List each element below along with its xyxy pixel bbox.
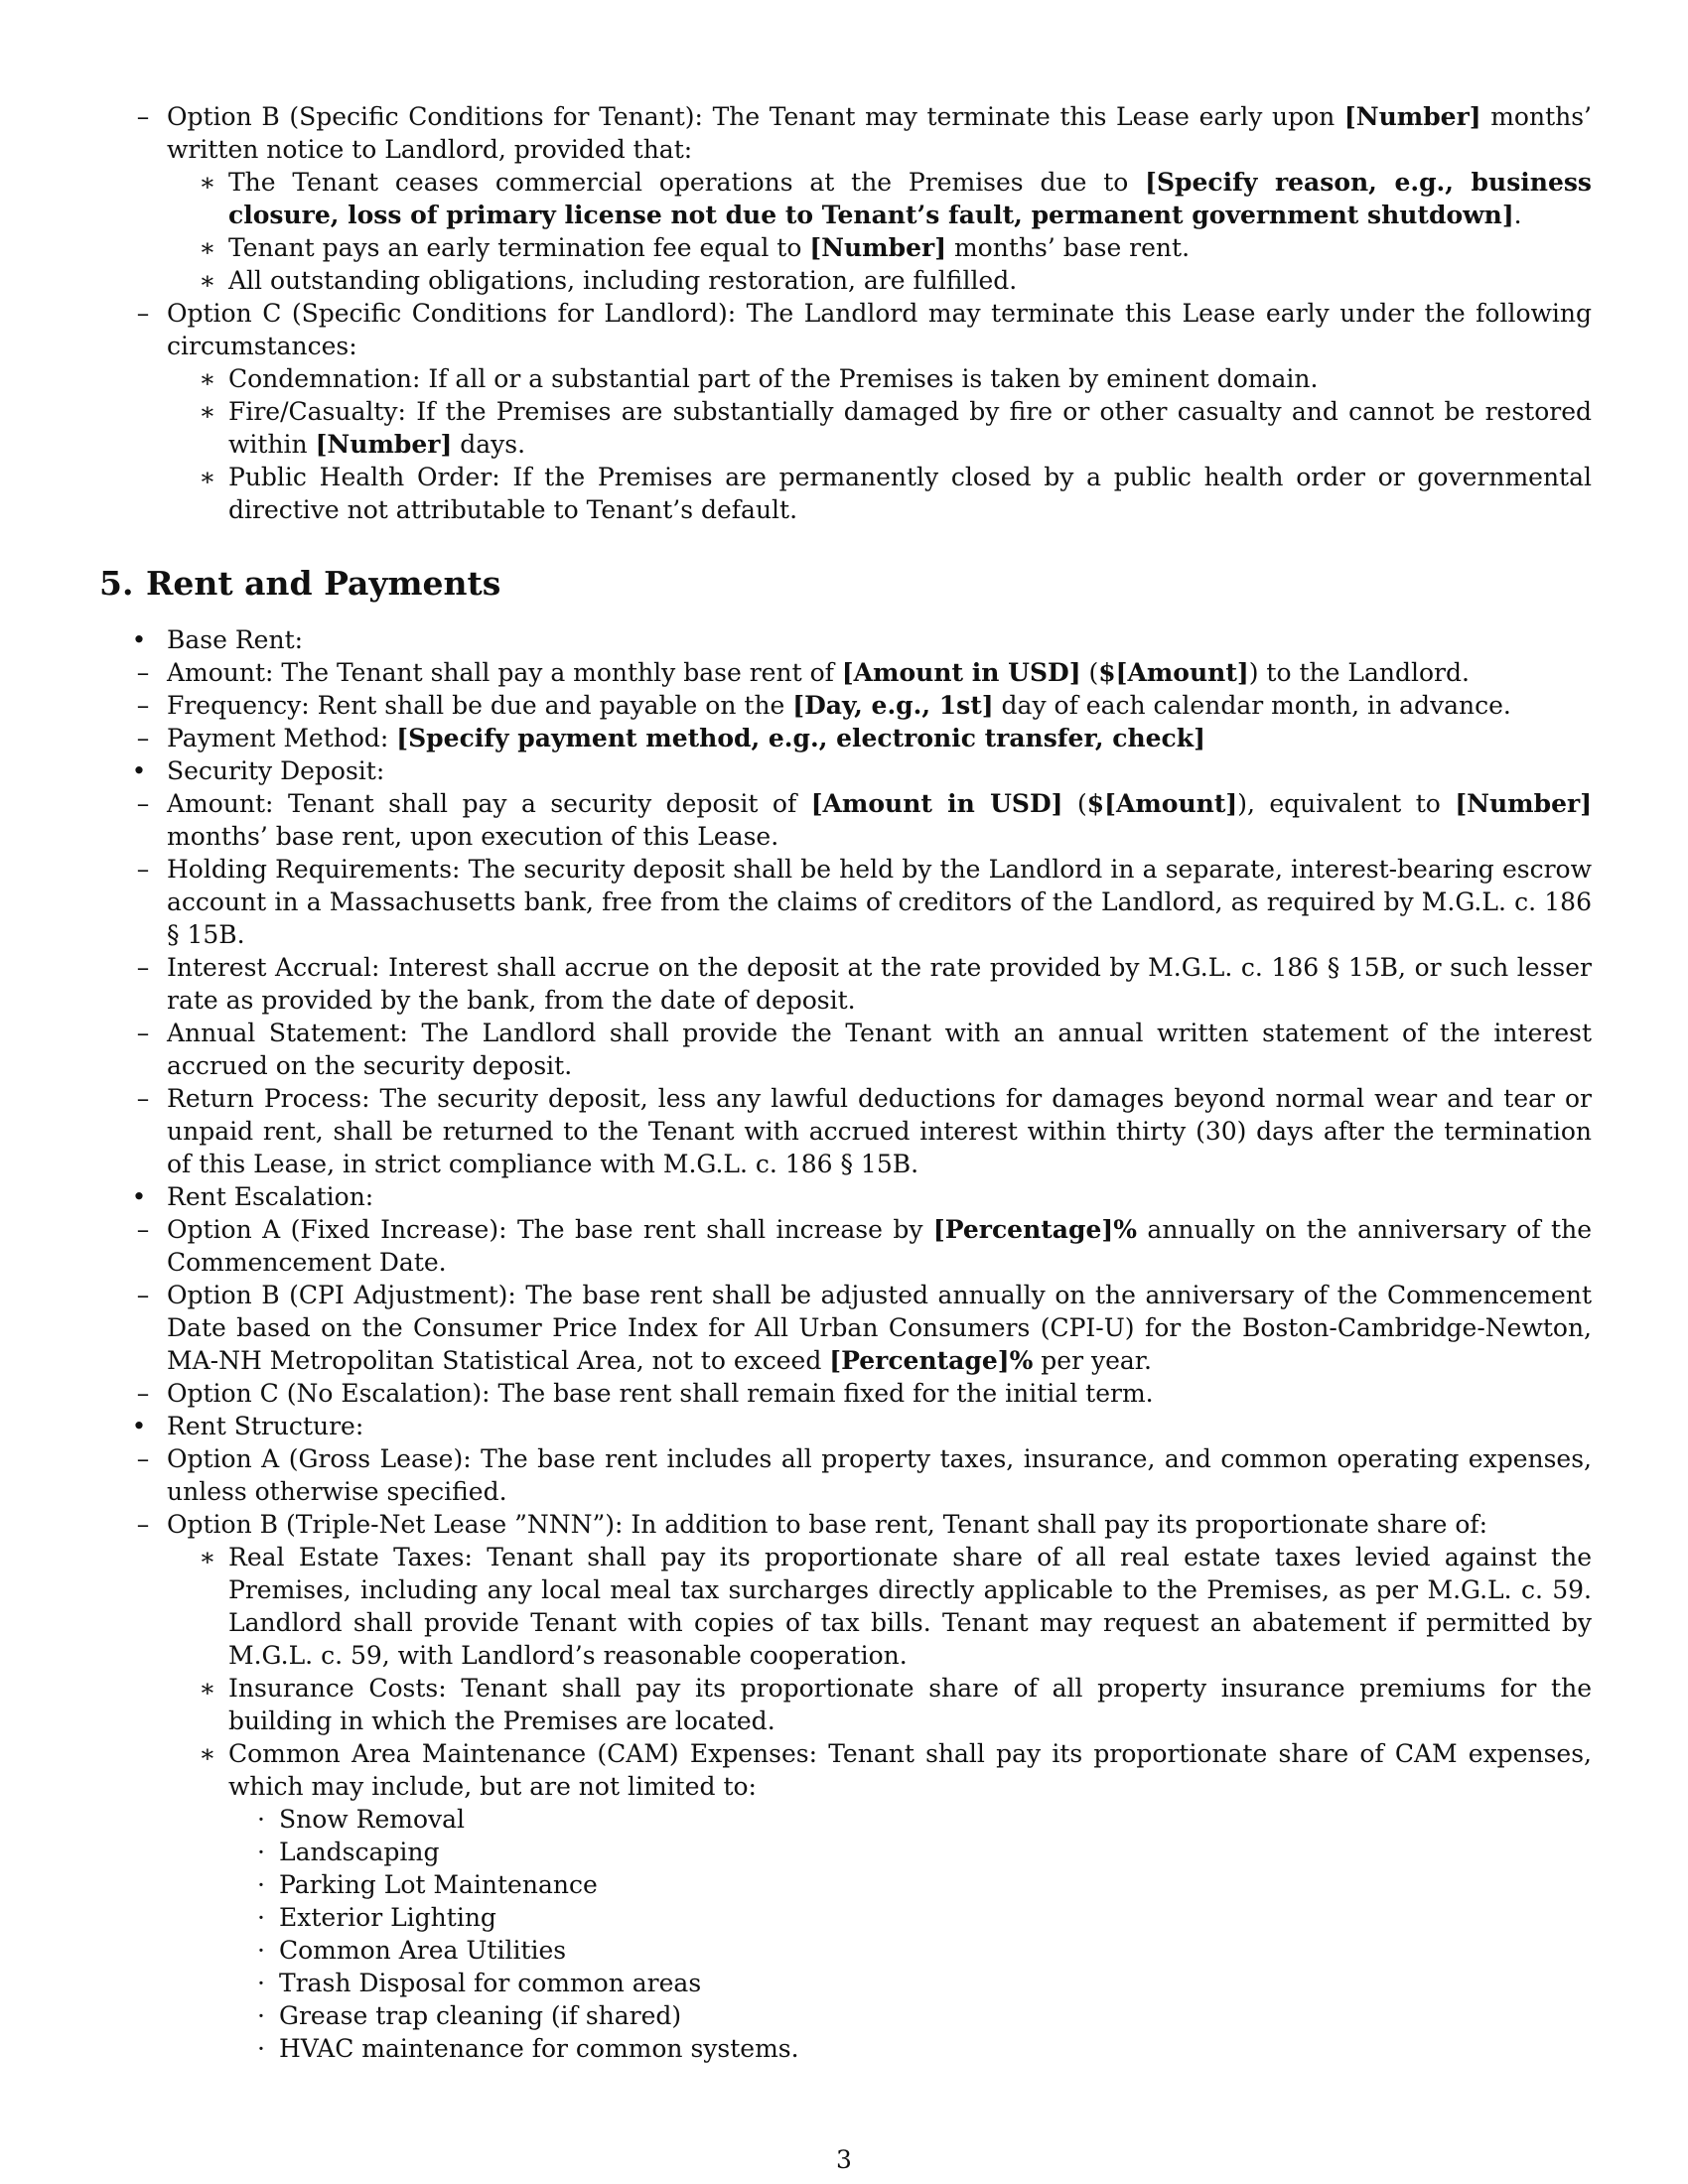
cam-item: · Parking Lot Maintenance — [279, 1868, 1592, 1901]
list-item: – Option B (CPI Adjustment): The base rent shall be adjusted annually on the anniversary of the Commencement Date based on the Consumer Price Index for All Urban Consumers (CPI-U) for the Boston-Cambridge-Newton, MA-NH Metropolitan Statistical Area, not to exceed [Percentage]% per year. — [167, 1279, 1592, 1377]
bullet-marker: • — [131, 1182, 147, 1211]
dot-marker: · — [257, 1805, 265, 1834]
dash-marker: – — [136, 691, 150, 720]
dash-marker: – — [136, 789, 150, 818]
dash-marker: – — [136, 1444, 150, 1473]
list-item: ∗ Common Area Maintenance (CAM) Expenses: Tenant shall pay its proportionate share of CAM expenses, which may include, but are not limited to: — [228, 1737, 1592, 1803]
cam-item: · Trash Disposal for common areas — [279, 1967, 1592, 1999]
star-marker: ∗ — [199, 463, 216, 491]
list-item: ∗ Insurance Costs: Tenant shall pay its proportionate share of all property insurance premiums for the building in which the Premises are located. — [228, 1672, 1592, 1737]
rent-section-body — [0, 623, 1688, 2065]
cam-item: · Exterior Lighting — [279, 1901, 1592, 1934]
list-item: – Payment Method: [Specify payment method, e.g., electronic transfer, check] — [167, 722, 1592, 754]
security-deposit-item: • Security Deposit: — [167, 754, 1592, 787]
list-item: – Option A (Fixed Increase): The base rent shall increase by [Percentage]% annually on the anniversary of the Commencement Date. — [167, 1213, 1592, 1279]
rent-structure-item: • Rent Structure: — [167, 1410, 1592, 1442]
dash-marker: – — [136, 102, 150, 131]
star-marker: ∗ — [199, 364, 216, 393]
section-number: 5. — [99, 564, 134, 603]
bullet-marker: • — [131, 756, 147, 785]
termination-options — [0, 100, 1688, 526]
dot-marker: · — [257, 1969, 265, 1997]
dash-marker: – — [136, 1510, 150, 1539]
list-item: ∗ Public Health Order: If the Premises are permanently closed by a public health order or governmental directive not attributable to Tenant’s default. — [228, 461, 1592, 526]
star-marker: ∗ — [199, 397, 216, 426]
star-marker: ∗ — [199, 168, 216, 197]
list-item: – Option B (Triple-Net Lease ”NNN”): In addition to base rent, Tenant shall pay its proportionate share of: — [167, 1508, 1592, 1541]
dash-marker: – — [136, 1215, 150, 1244]
star-marker: ∗ — [199, 1739, 216, 1768]
dot-marker: · — [257, 1838, 265, 1866]
list-item: – Annual Statement: The Landlord shall provide the Tenant with an annual written statement of the interest accrued on the security deposit. — [167, 1017, 1592, 1082]
cam-item: · HVAC maintenance for common systems. — [279, 2032, 1592, 2065]
dot-marker: · — [257, 1870, 265, 1899]
dash-marker: – — [136, 1084, 150, 1113]
section-heading — [99, 564, 500, 604]
list-item: – Amount: Tenant shall pay a security deposit of [Amount in USD] ($[Amount]), equivalent to [Number] months’ base rent, upon execution of this Lease. — [167, 787, 1592, 853]
list-item: ∗ Real Estate Taxes: Tenant shall pay its proportionate share of all real estate taxes levied against the Premises, including any local meal tax surcharges directly applicable to the Premises, as per M.G.L. c. 59. Landlord shall provide Tenant with copies of tax bills. Tenant may request an abatement if permitted by M.G.L. c. 59, with Landlord’s reasonable cooperation. — [228, 1541, 1592, 1672]
list-item: ∗ All outstanding obligations, including restoration, are fulfilled. — [228, 264, 1592, 297]
page-number: 3 — [836, 2145, 852, 2174]
list-item: ∗ The Tenant ceases commercial operations at the Premises due to [Specify reason, e.g., business closure, loss of primary license not due to Tenant’s fault, permanent government shutdown]. — [228, 166, 1592, 231]
base-rent-item: • Base Rent: — [167, 623, 1592, 656]
dash-marker: – — [136, 1019, 150, 1047]
list-item: – Holding Requirements: The security deposit shall be held by the Landlord in a separate, interest-bearing escrow account in a Massachusetts bank, free from the claims of creditors of the Landlord, as required by M.G.L. c. 186 § 15B. — [167, 853, 1592, 951]
option-b-tenant: – Option B (Specific Conditions for Tenant): The Tenant may terminate this Lease early upon [Number] months’ written notice to Landlord, provided that: — [167, 100, 1592, 166]
star-marker: ∗ — [199, 1543, 216, 1571]
dot-marker: · — [257, 1903, 265, 1932]
dot-marker: · — [257, 2001, 265, 2030]
list-item: – Interest Accrual: Interest shall accrue on the deposit at the rate provided by M.G.L. c. 186 § 15B, or such lesser rate as provided by the bank, from the date of deposit. — [167, 951, 1592, 1017]
star-marker: ∗ — [199, 266, 216, 295]
list-item: – Option A (Gross Lease): The base rent includes all property taxes, insurance, and common operating expenses, unless otherwise specified. — [167, 1442, 1592, 1508]
cam-item: · Grease trap cleaning (if shared) — [279, 1999, 1592, 2032]
star-marker: ∗ — [199, 233, 216, 262]
list-item: – Option C (No Escalation): The base rent shall remain fixed for the initial term. — [167, 1377, 1592, 1410]
dash-marker: – — [136, 658, 150, 687]
list-item: – Frequency: Rent shall be due and payable on the [Day, e.g., 1st] day of each calendar month, in advance. — [167, 689, 1592, 722]
star-marker: ∗ — [199, 1674, 216, 1703]
option-c-landlord: – Option C (Specific Conditions for Landlord): The Landlord may terminate this Lease early under the following circumstances: — [167, 297, 1592, 362]
list-item: ∗ Tenant pays an early termination fee equal to [Number] months’ base rent. — [228, 231, 1592, 264]
bullet-marker: • — [131, 625, 147, 654]
dash-marker: – — [136, 1281, 150, 1309]
list-item: – Amount: The Tenant shall pay a monthly base rent of [Amount in USD] ($[Amount]) to the Landlord. — [167, 656, 1592, 689]
dash-marker: – — [136, 953, 150, 982]
dash-marker: – — [136, 299, 150, 328]
list-item: ∗ Condemnation: If all or a substantial part of the Premises is taken by eminent domain. — [228, 362, 1592, 395]
dash-marker: – — [136, 1379, 150, 1408]
bullet-marker: • — [131, 1412, 147, 1440]
list-item: – Return Process: The security deposit, less any lawful deductions for damages beyond normal wear and tear or unpaid rent, shall be returned to the Tenant with accrued interest within thirty (30) days after the termination of this Lease, in strict compliance with M.G.L. c. 186 § 15B. — [167, 1082, 1592, 1180]
cam-item: · Landscaping — [279, 1836, 1592, 1868]
section-title: Rent and Payments — [146, 564, 501, 603]
dash-marker: – — [136, 855, 150, 884]
cam-item: · Common Area Utilities — [279, 1934, 1592, 1967]
list-item: ∗ Fire/Casualty: If the Premises are substantially damaged by fire or other casualty and cannot be restored within [Number] days. — [228, 395, 1592, 461]
dot-marker: · — [257, 1936, 265, 1965]
dash-marker: – — [136, 724, 150, 752]
dot-marker: · — [257, 2034, 265, 2063]
cam-item: · Snow Removal — [279, 1803, 1592, 1836]
rent-escalation-item: • Rent Escalation: — [167, 1180, 1592, 1213]
